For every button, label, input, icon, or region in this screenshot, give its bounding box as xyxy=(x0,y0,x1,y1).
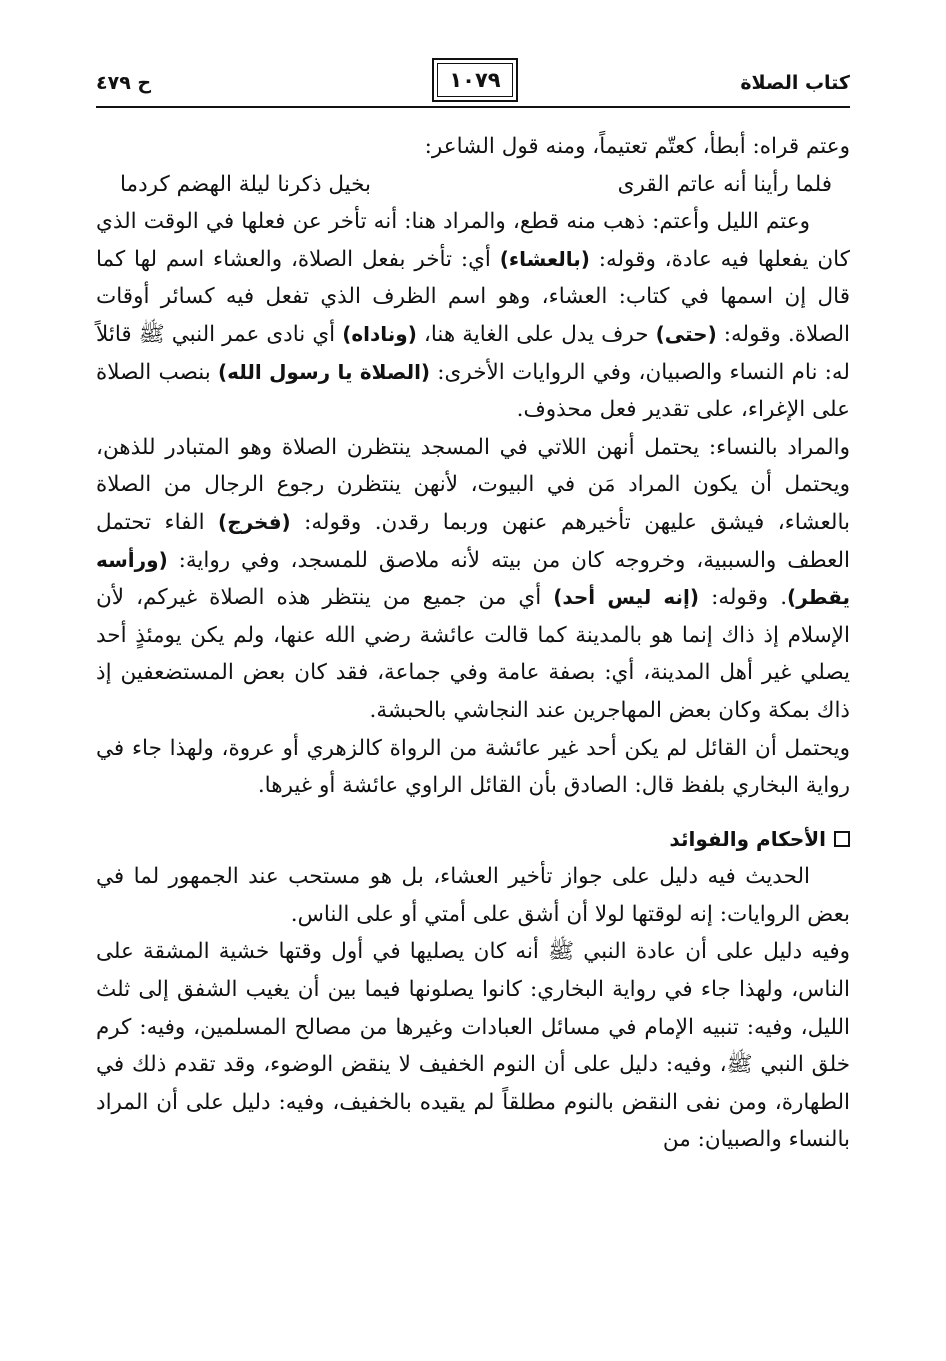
section-title: الأحكام والفوائد xyxy=(669,826,826,851)
verse-hemistich-2: بخيل ذكرنا ليلة الهضم كردما xyxy=(120,171,371,197)
page-number-frame xyxy=(432,58,518,102)
text-run: حرف يدل على الغاية هنا، xyxy=(416,321,656,347)
paragraph-3: ويحتمل أن القائل لم يكن أحد غير عائشة من الرواة كالزهري أو عروة، ولهذا جاء في رواية البخاري بلفظ قال: الصادق بأن القائل الراوي عائشة أو غيرها. xyxy=(96,735,850,799)
page-header xyxy=(96,58,850,104)
paragraph-4: الحديث فيه دليل على جواز تأخير العشاء، بل هو مستحب عند الجمهور لما في بعض الروايات: إنه لوقتها لولا أن أشق على أمتي أو على الناس. xyxy=(96,864,850,927)
text-run: أي نادى عمر النبي ﷺ قائلاً له: نام النساء والصبيان، وفي الروايات الأخرى: xyxy=(96,321,850,385)
header-rule xyxy=(96,106,850,108)
square-bullet-icon xyxy=(834,831,850,847)
paragraph-2 xyxy=(96,429,850,730)
text-run: وعتم الليل وأعتم: ذهب منه قطع، والمراد هنا: أنه تأخر عن فعلها في الوقت الذي كان يفعلها فيه عادة، وقوله: xyxy=(96,209,850,272)
text-run: بنصب الصلاة على الإغراء، على تقدير فعل محذوف. xyxy=(96,359,850,423)
paragraph-5: وفيه دليل على أن عادة النبي ﷺ أنه كان يصليها في أول وقتها خشية المشقة على الناس، ولهذا جاء في رواية البخاري: كانوا يصلونها فيما بين أن يغيب الشفق إلى ثلث الليل، وفيه: تنبيه الإمام في مسائل العبادات وغيرها من مصالح المسلمين، وفيه: كرم خلق النبي ﷺ، وفيه: دليل على أن النوم الخفيف لا ينقض الوضوء، وقد تقدم ذلك في الطهارة، ومن نفى النقض بالنوم مطلقاً لم يقيده بالخفيف، وفيه: دليل على أن المراد بالنساء والصبيان: من xyxy=(96,939,850,1153)
paragraph-1 xyxy=(96,203,850,429)
poetry-verse xyxy=(96,166,850,204)
text-run: . وقوله: xyxy=(699,585,788,611)
bold-quote: (وناداه) xyxy=(342,321,417,346)
bold-quote: (ورأسه يقطر) xyxy=(96,547,851,610)
text-run: أي من جميع من ينتظر هذه الصلاة غيركم، لأن الإسلام إذ ذاك إنما هو بالمدينة كما قالت عائشة رضي الله عنها، ولم يكن يومئذٍ أحد يصلي غير أهل المدينة، أي: بصفة عامة وفي جماعة، فقد كان بعض المستضعفين إذ ذاك بمكة وكان بعض المهاجرين عند النجاشي بالحبشة. xyxy=(96,585,850,723)
bold-quote: (بالعشاء) xyxy=(499,246,590,271)
bold-quote: (إنه ليس أحد) xyxy=(553,585,700,610)
intro-line: وعتم قراه: أبطأ، كعتّم تعتيماً، ومنه قول الشاعر: xyxy=(424,134,850,159)
bold-quote: (حتى) xyxy=(655,321,717,346)
section-heading xyxy=(96,821,850,859)
page-body xyxy=(96,128,850,1159)
hadith-reference: ح ٤٧٩ xyxy=(96,72,152,94)
page-number: ١٠٧٩ xyxy=(449,68,501,92)
verse-hemistich-1: فلما رأينا أنه عاتم القرى xyxy=(617,171,832,197)
text-run: الفاء تحتمل العطف والسببية، وخروجه كان من بيته لأنه ملاصق للمسجد، وفي رواية: xyxy=(96,509,850,573)
text-run: والمراد بالنساء: يحتمل أنهن اللاتي في المسجد ينتظرن الصلاة وهو المتبادر للذهن، ويحتمل أن يكون المراد مَن في البيوت، لأنهن ينتظرن رجوع الرجال من الصلاة بالعشاء، فيشق عليهن تأخيرهم عنهن وربما رقدن. وقوله: xyxy=(96,434,850,535)
bold-quote: (الصلاة يا رسول الله) xyxy=(217,359,431,384)
text-run: أي: تأخر بفعل الصلاة، والعشاء اسم لها كما قال إن اسمها في كتاب: العشاء، وهو اسم الظرف الذي تفعل فيه كسائر أوقات الصلاة. وقوله: xyxy=(96,246,850,347)
running-title: كتاب الصلاة xyxy=(740,72,850,94)
bold-quote: (فخرج) xyxy=(218,509,291,534)
